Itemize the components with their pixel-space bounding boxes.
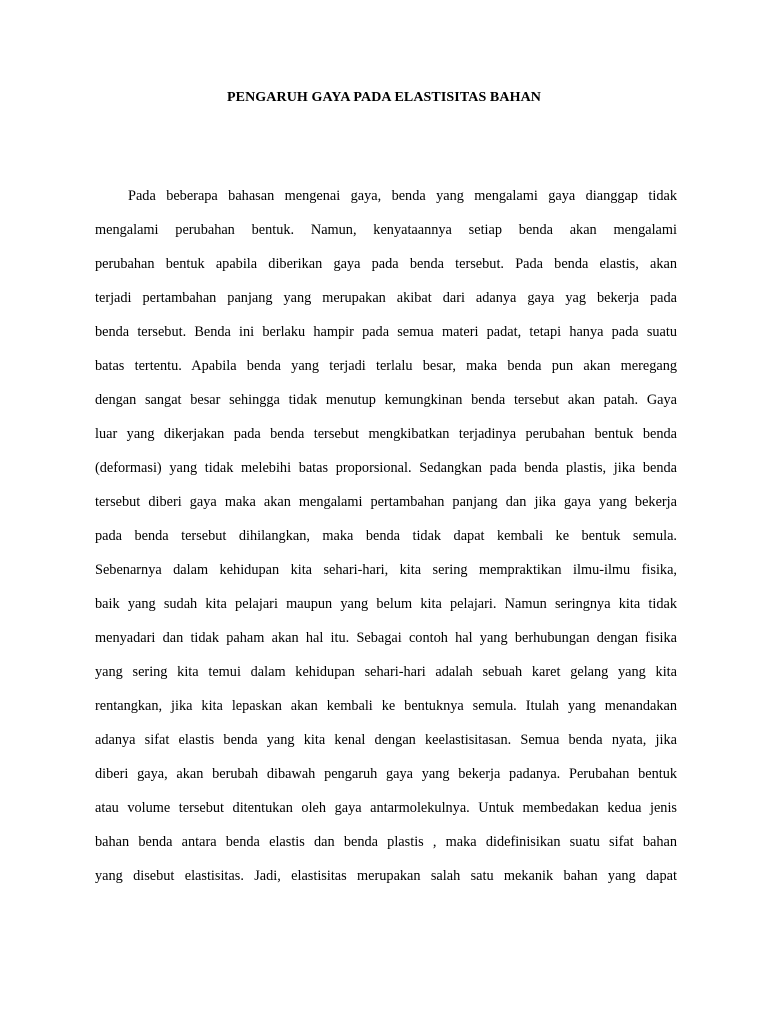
paragraph-line: mengalami perubahan bentuk. Namun, kenyataannya setiap benda akan mengalami — [95, 222, 677, 238]
paragraph-line: tersebut diberi gaya maka akan mengalami pertambahan panjang dan jika gaya yang bekerja — [95, 494, 677, 510]
paragraph-line: adanya sifat elastis benda yang kita kenal dengan keelastisitasan. Semua benda nyata, jika — [95, 732, 677, 748]
paragraph-line: atau volume tersebut ditentukan oleh gaya antarmolekulnya. Untuk membedakan kedua jenis — [95, 800, 677, 816]
paragraph-line: (deformasi) yang tidak melebihi batas proporsional. Sedangkan pada benda plastis, jika benda — [95, 460, 677, 476]
paragraph-line: menyadari dan tidak paham akan hal itu. Sebagai contoh hal yang berhubungan dengan fisika — [95, 630, 677, 646]
paragraph-line: baik yang sudah kita pelajari maupun yang belum kita pelajari. Namun seringnya kita tidak — [95, 596, 677, 612]
paragraph-line: benda tersebut. Benda ini berlaku hampir pada semua materi padat, tetapi hanya pada suatu — [95, 324, 677, 340]
paragraph-line: batas tertentu. Apabila benda yang terjadi terlalu besar, maka benda pun akan meregang — [95, 358, 677, 374]
paragraph-line: pada benda tersebut dihilangkan, maka benda tidak dapat kembali ke bentuk semula. — [95, 528, 677, 544]
paragraph-line: luar yang dikerjakan pada benda tersebut mengkibatkan terjadinya perubahan bentuk benda — [95, 426, 677, 442]
paragraph-line: rentangkan, jika kita lepaskan akan kembali ke bentuknya semula. Itulah yang menandakan — [95, 698, 677, 714]
paragraph-line: Pada beberapa bahasan mengenai gaya, benda yang mengalami gaya dianggap tidak — [128, 188, 677, 204]
document-title: PENGARUH GAYA PADA ELASTISITAS BAHAN — [226, 90, 541, 105]
paragraph-line: dengan sangat besar sehingga tidak menutup kemungkinan benda tersebut akan patah. Gaya — [95, 392, 677, 408]
paragraph-line: yang disebut elastisitas. Jadi, elastisitas merupakan salah satu mekanik bahan yang dapat — [95, 868, 677, 884]
body-paragraph — [95, 179, 677, 893]
paragraph-line: Sebenarnya dalam kehidupan kita sehari-hari, kita sering mempraktikan ilmu-ilmu fisika, — [95, 562, 677, 578]
paragraph-line: terjadi pertambahan panjang yang merupakan akibat dari adanya gaya yag bekerja pada — [95, 290, 677, 306]
paragraph-line: perubahan bentuk apabila diberikan gaya pada benda tersebut. Pada benda elastis, akan — [95, 256, 677, 272]
paragraph-line: bahan benda antara benda elastis dan benda plastis , maka didefinisikan suatu sifat bahan — [95, 834, 677, 850]
paragraph-line: diberi gaya, akan berubah dibawah pengaruh gaya yang bekerja padanya. Perubahan bentuk — [95, 766, 677, 782]
paragraph-line: yang sering kita temui dalam kehidupan sehari-hari adalah sebuah karet gelang yang kita — [95, 664, 677, 680]
